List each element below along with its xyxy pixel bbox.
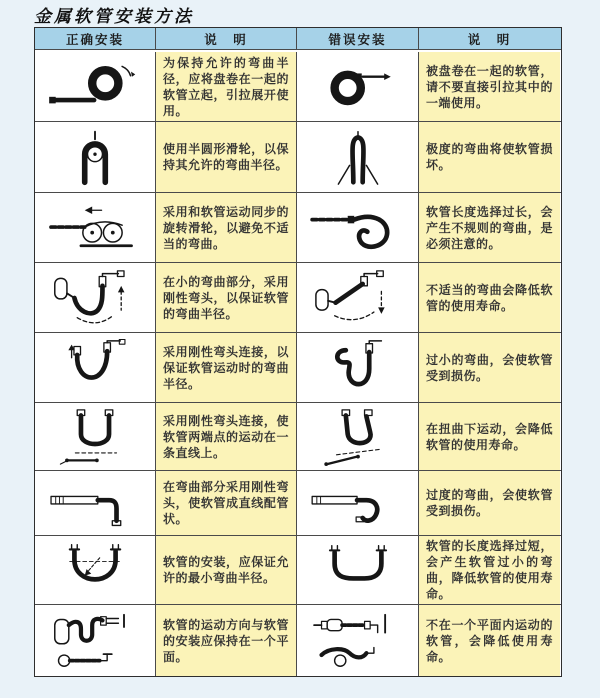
correct-description: 为保持允许的弯曲半径，应将盘卷在一起的软管立起，引拉展开使用。 [155,52,296,121]
hose-u-straight-motion-icon [42,408,148,466]
hose-rigid-elbow-bend-icon [42,269,148,327]
wrong-description: 极度的弯曲将使软管损坏。 [418,122,560,192]
header-description-left: 说 明 [155,28,296,50]
wrong-illustration-cell [296,403,418,470]
correct-description: 采用刚性弯头连接，以保证软管运动时的弯曲半径。 [155,333,296,402]
wrong-description: 过小的弯曲，会使软管受到损伤。 [418,333,560,402]
hose-twisted-motion-icon [305,408,411,466]
correct-description: 使用半圆形滑轮，以保持其允许的弯曲半径。 [155,122,296,192]
hose-excess-length-icon [305,199,411,257]
wrong-description: 软管的长度选择过短，会产生软管过小的弯曲，降低软管的使用寿命。 [418,536,560,604]
table-row [35,604,561,676]
page-title: 金属软管安装方法 [34,7,194,27]
wrong-illustration-cell [296,52,418,121]
wrong-description: 不在一个平面内运动的软管，会降低使用寿命。 [418,605,560,676]
correct-illustration-cell [35,333,155,402]
hose-too-short-icon [305,541,411,599]
header-description-right: 说 明 [418,28,560,50]
hose-roller-sync-icon [42,199,148,257]
table-row [35,470,561,535]
wrong-illustration-cell [296,122,418,192]
correct-description: 在弯曲部分采用刚性弯头，使软管成直线配管状。 [155,471,296,535]
wrong-illustration-cell [296,471,418,535]
wrong-illustration-cell [296,605,418,676]
hose-coil-unrolled-icon [42,58,148,116]
table-header-row [35,28,561,50]
hose-rigid-elbow-connect-icon [42,339,148,397]
correct-description: 软管的安装，应保证允许的最小弯曲半径。 [155,536,296,604]
correct-description: 采用和软管运动同步的旋转滑轮，以避免不适当的弯曲。 [155,193,296,262]
wrong-illustration-cell [296,333,418,402]
hose-over-bend-icon [305,474,411,532]
correct-illustration-cell [35,536,155,604]
wrong-description: 过度的弯曲，会使软管受到损伤。 [418,471,560,535]
wrong-description: 在扭曲下运动，会降低软管的使用寿命。 [418,403,560,470]
hose-coil-pulled-end-icon [305,58,411,116]
installation-table [34,27,562,677]
table-row [35,262,561,332]
hose-improper-bend-icon [305,269,411,327]
hose-straight-pipe-elbow-icon [42,474,148,532]
correct-illustration-cell [35,193,155,262]
wrong-illustration-cell [296,193,418,262]
header-wrong-install: 错误安装 [296,28,418,50]
correct-illustration-cell [35,122,155,192]
wrong-description: 软管长度选择过长，会产生不规则的弯曲，是必须注意的。 [418,193,560,262]
header-correct-install: 正确安装 [65,33,124,47]
wrong-illustration-cell [296,263,418,332]
correct-description: 采用刚性弯头连接，使软管两端点的运动在一条直线上。 [155,403,296,470]
hose-out-of-plane-icon [305,612,411,670]
hose-sharp-bend-icon [305,128,411,186]
correct-illustration-cell [35,52,155,121]
wrong-description: 被盘卷在一起的软管，请不要直接引拉其中的一端使用。 [418,52,560,121]
hose-pulley-icon [42,128,148,186]
correct-illustration-cell [35,403,155,470]
table-row [35,535,561,604]
hose-same-plane-icon [42,612,148,670]
table-row [35,332,561,402]
wrong-description: 不适当的弯曲会降低软管的使用寿命。 [418,263,560,332]
wrong-illustration-cell [296,536,418,604]
correct-illustration-cell [35,605,155,676]
correct-description: 软管的运动方向与软管的安装应保持在一个平面。 [155,605,296,676]
correct-illustration-cell [35,471,155,535]
table-row [35,402,561,470]
hose-min-radius-u-icon [42,541,148,599]
table-row [35,121,561,192]
correct-description: 在小的弯曲部分，采用刚性弯头，以保证软管的弯曲半径。 [155,263,296,332]
hose-too-small-bend-icon [305,339,411,397]
table-row [35,50,561,121]
correct-illustration-cell [35,263,155,332]
table-row [35,192,561,262]
